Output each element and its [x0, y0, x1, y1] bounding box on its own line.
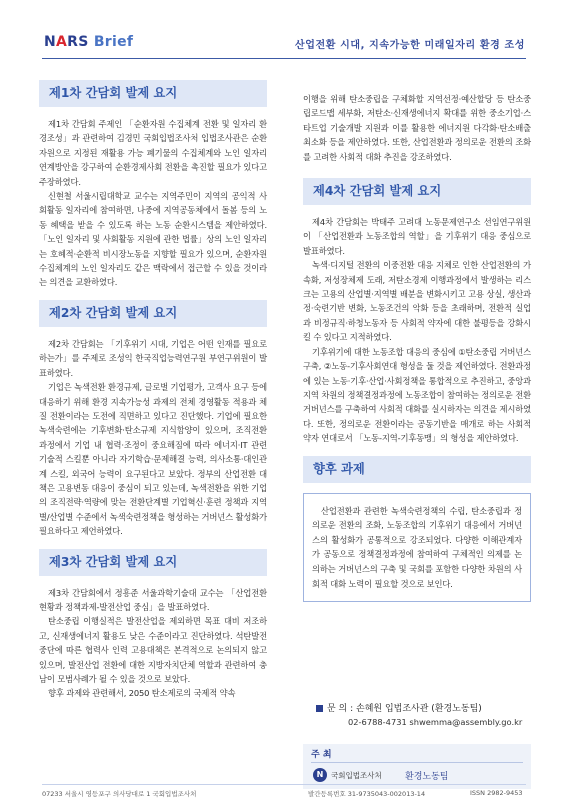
paragraph: 기후위기에 대한 노동조합 대응의 중심에 ①탄소중립 거버넌스 구축, ②노동-기후사회연대 형성을 둘 것을 제언하였다. 전환과정에 있는 노동·기후·산업·사회정책을 통합적으로 추진하고, 중앙과 지역 차원의 정책결정과정에 노동조합이 참여하는 정의로운 전환 거버넌스를 구축하여 사회적 대화를 실시하자는 의견을 제시하였다. 또한, 정의로운 전환이라는 공동기반을 매개로 하는 사회적 약자 연대로서 「노동-지역-기후동맹」의 형성을 제안하였다.	[303, 346, 531, 444]
header-title: 산업전환 시대, 지속가능한 미래일자리 환경 조성	[294, 40, 525, 51]
page-header	[0, 0, 565, 58]
footer-registration-number: 발간등록번호 31-9735043-002013-14	[308, 790, 426, 798]
paragraph: 녹색·디지털 전환의 이중전환 대응 지체로 인한 산업전환의 가속화, 저성장체제 도래, 저탄소경제 이행과정에서 발생하는 리스크는 고용의 산업별·지역별 배분을 변화시키고 고용 상실, 생산과정·숙련기반 변화, 노동조건의 악화 등을 초래하며, 전환적 실업과 비정규직·하청노동자 등 사회적 약자에 대한 불평등을 강화시킬 수 있다고 지적하였다.	[303, 260, 531, 343]
section-heading-5: 향후 과제	[303, 456, 531, 483]
contact-person: 문 의 : 손혜원 입법조사관 (환경노동팀)	[327, 704, 482, 714]
host-box	[303, 744, 531, 789]
contact-info	[316, 701, 531, 727]
section-heading-3: 제3차 간담회 발제 요지	[39, 549, 267, 576]
host-divider	[311, 762, 523, 763]
right-column	[303, 92, 531, 602]
left-column	[39, 80, 267, 701]
host-label: 주 최	[311, 750, 332, 760]
future-tasks-box	[303, 493, 531, 603]
paragraph-continued: 이행을 위해 탄소중립을 구체화할 지역선정·예산할당 등 탄소중립로드맵 세부화, 저탄소·신재생에너지 확대를 위한 중소기업·스타트업 기술개발 지원과 이를 활용한 에너지원 다각화·탄소배출 최소화 등을 제안하였다. 또한, 산업전환과 정의로운 전환의 조화를 고려한 사회적 대화 추진을 강조하였다.	[303, 94, 531, 162]
footer-address: 07233 서울시 영등포구 의사당대로 1 국회입법조사처	[42, 790, 197, 798]
paragraph: 제1차 간담회 주제인 「순환자원 수집체계 전환 및 일자리 환경조성」과 관련하여 김경민 국회입법조사처 입법조사관은 순환자원으로 지정된 재활용 가능 폐기물의 수집체계와 노인 일자리 연계방안을 강구하여 순환경제사회 전환을 촉진할 필요가 있다고 주장하였다.	[39, 119, 267, 187]
footer-issn: ISSN 2982-9453	[470, 789, 523, 797]
footer-divider	[42, 784, 526, 785]
nars-brief-logo: NARS Brief	[44, 34, 134, 50]
section-heading-1: 제1차 간담회 발제 요지	[39, 80, 267, 107]
section-heading-4: 제4차 간담회 발제 요지	[303, 178, 531, 205]
paragraph: 제3차 간담회에서 정흥준 서울과학기술대 교수는 「산업전환현황과 정책과제-발전산업 중심」을 발표하였다.	[39, 587, 267, 612]
contact-phone-email: 02-6788-4731 shwemma@assembly.go.kr	[348, 717, 523, 727]
paragraph: 기업은 녹색전환 환경규제, 글로벌 기업평가, 고객사 요구 등에 대응하기 위해 환경 지속가능성 과제의 전체 경영활동 적용과 체질 전환이라는 도전에 직면하고 있다고 진단했다. 기업에 필요한 녹색숙련에는 기후변화·탄소규제 지식함양이 있으며, 조직전환 과정에서 기업 내 협력·조정이 중요해짐에 따라 에너지·IT 관련 기술적 스킬뿐 아니라 자기학습·문제해결 능력, 의사소통·대인관계 스킬, 외국어 능력이 요구된다고 보았다. 정부의 산업전환 대책은 고용변동 대응이 중심이 되고 있는데, 녹색전환을 위한 기업의 조직전략·역량에 맞는 전환단계별 기업혁신·훈련 정책과 지역별/산업별 수준에서 녹색숙련정책을 형성하는 거버넌스 활성화가 필요하다고 제언하였다.	[39, 382, 268, 537]
paragraph: 신현철 서울시립대학교 교수는 지역주민이 지역의 공익적 사회활동 일자리에 참여하면, 나중에 지역공동체에서 돌봄 등의 노동 혜택을 받을 수 있도록 하는 노동 순환시스템을 제안하였다. 「노인 일자리 및 사회활동 지원에 관한 법률」상의 노인 일자리는 호혜적·순환적 비시장노동을 지향할 필요가 있으며, 순환자원 수집체계의 노인 일자리도 같은 맥락에서 접근할 수 있을 것이라는 의견을 교환하였다.	[39, 191, 267, 288]
host-team-name: 환경노동팀	[405, 772, 449, 782]
assembly-emblem-icon: N	[313, 768, 327, 782]
paragraph: 탄소중립 이행실적은 발전산업을 제외하면 목표 대비 저조하고, 신재생에너지 활용도 낮은 수준이라고 진단하였다. 석탄발전 중단에 따른 협력사 인력 고용대책은 본격적으로 논의되지 않고 있으며, 발전산업 전환에 대한 지방자치단체 역할과 관련하여 충남이 모범사례가 될 수 있을 것으로 보았다.	[39, 616, 267, 684]
section-heading-2: 제2차 간담회 발제 요지	[39, 300, 267, 327]
header-divider	[42, 58, 526, 59]
square-bullet-icon	[316, 705, 323, 712]
paragraph: 제4차 간담회는 박태주 고려대 노동문제연구소 선임연구위원이 「산업전환과 노동조합의 역할」을 기후위기 대응 중심으로 발표하였다.	[303, 217, 531, 256]
host-org-name: 국회입법조사처	[331, 771, 382, 780]
paragraph: 향후 과제와 관련해서, 2050 탄소제로의 국제적 약속	[48, 688, 236, 699]
paragraph: 산업전환과 관련한 녹색숙련정책의 수립, 탄소중립과 정의로운 전환의 조화, 노동조합의 기후위기 대응에서 거버넌스의 활성화가 공통적으로 강조되었다. 다양한 이해관계자가 공동으로 정책결정과정에 참여하여 구체적인 의제를 논의하는 거버넌스의 구축 및 국회를 포함한 다양한 차원의 사회적 대화 노력이 필요할 것으로 보인다.	[312, 505, 522, 589]
paragraph: 제2차 간담회는 「기후위기 시대, 기업은 어떤 인재를 필요로 하는가」를 주제로 조성익 한국직업능력연구원 부연구위원이 발표하였다.	[39, 338, 267, 378]
